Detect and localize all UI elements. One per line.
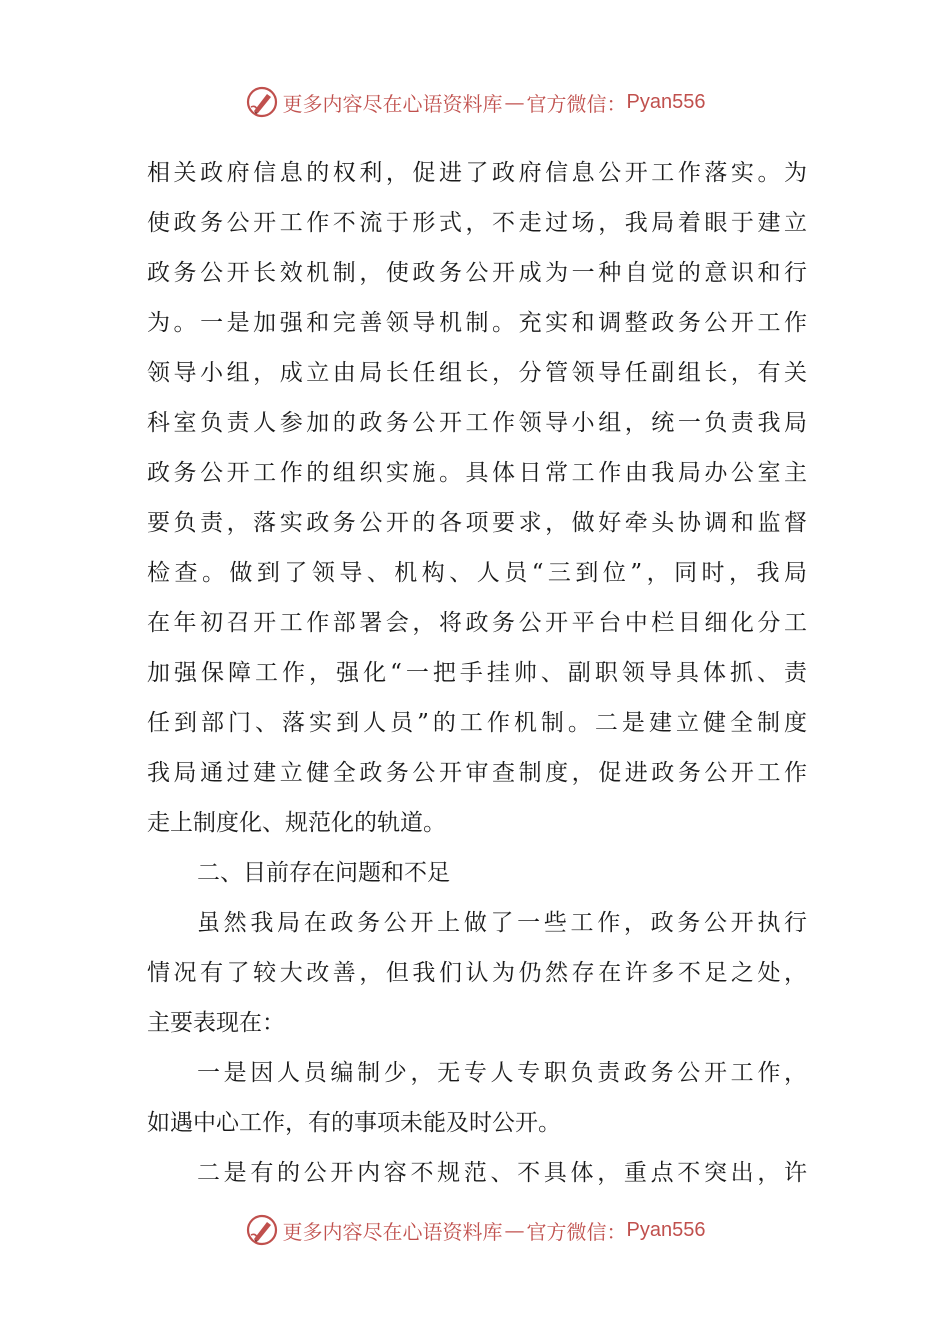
- header-watermark-banner: [0, 82, 950, 122]
- text-line: 加强保障工作，强化“一把手挂帅、副职领导具体抓、责: [147, 660, 807, 686]
- text-line: 政务公开长效机制，使政务公开成为一种自觉的意识和行: [147, 260, 807, 286]
- text-line: 使政务公开工作不流于形式，不走过场，我局着眼于建立: [147, 210, 807, 236]
- text-line: 检查。做到了领导、机构、人员“三到位”，同时，我局: [147, 560, 807, 586]
- text-line: 要负责，落实政务公开的各项要求，做好牵头协调和监督: [147, 510, 807, 536]
- banner-wechat-id: Pyan556: [626, 1218, 706, 1241]
- banner-wechat-label: 官方微信：: [526, 1219, 627, 1244]
- text-line: 在年初召开工作部署会，将政务公开平台中栏目细化分工: [147, 610, 807, 636]
- text-line: 领导小组，成立由局长任组长，分管领导任副组长，有关: [147, 360, 807, 386]
- text-line: 二、目前存在问题和不足: [197, 860, 450, 886]
- text-line: 我局通过建立健全政务公开审查制度，促进政务公开工作: [147, 760, 807, 786]
- text-line: 相关政府信息的权利，促进了政府信息公开工作落实。为: [147, 160, 807, 186]
- banner-wechat-label: 官方微信：: [526, 91, 627, 116]
- pen-logo-icon: [245, 1213, 279, 1247]
- text-line: 政务公开工作的组织实施。具体日常工作由我局办公室主: [147, 460, 807, 486]
- text-line: 一是因人员编制少，无专人专职负责政务公开工作，: [197, 1060, 807, 1086]
- document-body: [147, 148, 807, 1198]
- text-line: 虽然我局在政务公开上做了一些工作，政务公开执行: [197, 910, 807, 936]
- banner-site-text: 更多内容尽在心语资料库: [282, 1219, 503, 1244]
- text-line: 科室负责人参加的政务公开工作领导小组，统一负责我局: [147, 410, 807, 436]
- text-line: 走上制度化、规范化的轨道。: [147, 810, 446, 836]
- text-line: 如遇中心工作，有的事项未能及时公开。: [147, 1110, 561, 1136]
- banner-separator: —: [504, 90, 525, 114]
- text-line: 主要表现在：: [147, 1010, 285, 1036]
- text-line: 任到部门、落实到人员”的工作机制。二是建立健全制度: [147, 710, 807, 736]
- banner-site-text: 更多内容尽在心语资料库: [282, 91, 503, 116]
- text-line: 为。一是加强和完善领导机制。充实和调整政务公开工作: [147, 310, 807, 336]
- banner-wechat-id: Pyan556: [626, 90, 706, 113]
- footer-watermark-banner: [0, 1210, 950, 1250]
- text-line: 情况有了较大改善，但我们认为仍然存在许多不足之处，: [147, 960, 807, 986]
- text-line: 二是有的公开内容不规范、不具体，重点不突出，许: [197, 1160, 807, 1186]
- banner-separator: —: [504, 1218, 525, 1242]
- pen-logo-icon: [245, 85, 279, 119]
